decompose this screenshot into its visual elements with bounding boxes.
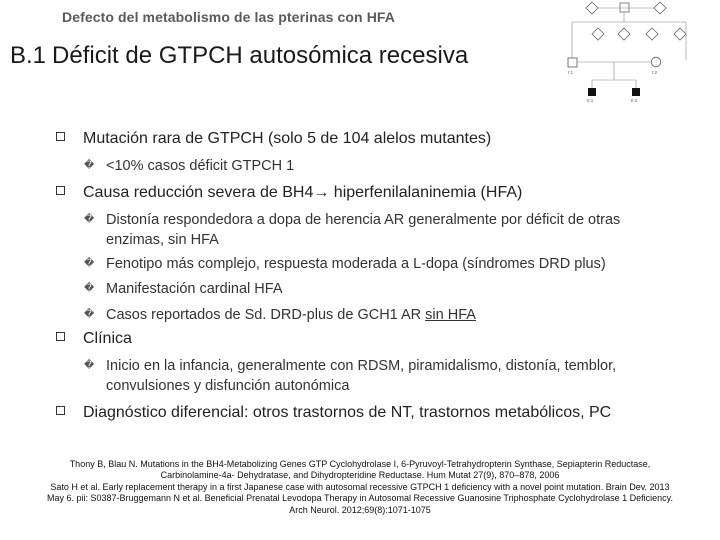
slide-supertitle: Defecto del metabolismo de las pterinas con HFA	[62, 9, 396, 25]
pedigree-square	[568, 58, 577, 67]
pedigree-square-affected	[588, 88, 596, 96]
subbullet-fenotipo: � Fenotipo más complejo, respuesta moderada a L-dopa (síndromes DRD plus)	[84, 256, 606, 272]
pedigree-diamond	[586, 2, 598, 14]
pedigree-square-affected	[632, 88, 640, 96]
pedigree-label: II:1	[587, 98, 594, 103]
pedigree-diamond	[646, 28, 658, 40]
subbullet-glyph-icon: �	[84, 360, 95, 371]
subbullet-glyph-icon: �	[84, 283, 95, 294]
square-bullet-icon	[56, 332, 65, 341]
reference-line: Thony B, Blau N. Mutations in the BH4-Metabolizing Genes GTP Cyclohydrolase I, 6-Pyruvoyl-Tetrahydropterin Synthase, Sepiapterin Reductase,	[69, 459, 651, 469]
references	[10, 459, 710, 516]
subbullet-distonia: � Distonía respondedora a dopa de herencia AR generalmente por déficit de otras enzimas, sin HFA	[84, 212, 621, 248]
pedigree-diamond	[592, 28, 604, 40]
pedigree-label: II:2	[631, 98, 638, 103]
bullet-diagnostico: Diagnóstico diferencial: otros trastornos de NT, trastornos metabólicos, PC	[56, 404, 611, 422]
pedigree-diamond	[654, 2, 666, 14]
reference-line: Carbinolamine-4a- Dehydratase, and Dihydropteridine Reductase. Hum Mutat 27(9), 870–878, 2006	[160, 470, 560, 481]
reference-line: Sato H et al. Early replacement therapy in a first Japanese case with autosomal recessive GTPCH 1 deficiency with a novel point mutation. Brain Dev. 2013	[50, 481, 670, 492]
title-text: Déficit de GTPCH autosómica recesiva	[52, 42, 469, 69]
square-bullet-icon	[56, 406, 65, 415]
square-bullet-icon	[56, 132, 65, 141]
reference-line: Arch Neurol. 2012;69(8):1071-1075	[289, 504, 431, 515]
pedigree-diamond	[618, 28, 630, 40]
bullet-clinica: Clínica	[56, 330, 132, 348]
subbullet-manifestacion: � Manifestación cardinal HFA	[84, 281, 283, 297]
square-bullet-icon	[56, 186, 65, 195]
pedigree-diamond	[674, 28, 686, 40]
pedigree-diagram	[560, 0, 710, 108]
bullet-mutacion: Mutación rara de GTPCH (solo 5 de 104 alelos mutantes)	[56, 130, 491, 148]
pedigree-square	[620, 3, 629, 12]
subbullet-glyph-icon: �	[84, 160, 95, 171]
bullet-causa: Causa reducción severa de BH4→ hiperfenilalaninemia (HFA)	[56, 184, 522, 202]
subbullet-casos: � <10% casos déficit GTPCH 1	[84, 158, 295, 174]
title-number: B.1	[10, 42, 47, 69]
subbullet-glyph-icon: �	[84, 214, 95, 225]
pedigree-circle	[651, 57, 661, 67]
pedigree-label: I:2	[652, 70, 658, 75]
subbullet-inicio: � Inicio en la infancia, generalmente con RDSM, piramidalismo, distonía, temblor, convulsiones y disfunción autonómica	[84, 358, 617, 394]
pedigree-label: I:1	[568, 70, 574, 75]
subbullet-casos-reportados: � Casos reportados de Sd. DRD-plus de GCH1 AR sin HFA	[84, 307, 476, 323]
underlined-text: sin HFA	[425, 307, 476, 323]
subbullet-glyph-icon: �	[84, 258, 95, 269]
subbullet-glyph-icon: �	[84, 309, 95, 320]
slide-title	[10, 42, 468, 70]
reference-line: May 6. pii: S0387-Bruggemann N et al. Beneficial Prenatal Levodopa Therapy in Autosomal Recessive Guanosine Triphosphate Cyclohydrolase 1 Deficiency.	[46, 493, 674, 504]
